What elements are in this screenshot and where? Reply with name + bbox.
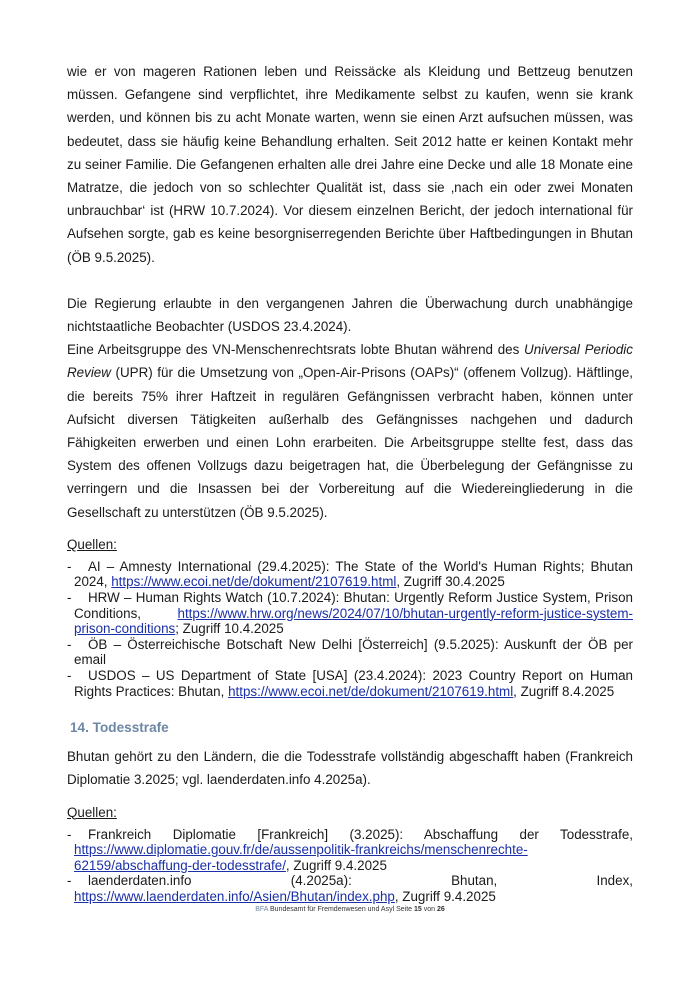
document-page: [67, 60, 633, 905]
access-date: , Zugriff 9.4.2025: [285, 857, 387, 873]
source-text: Frankreich Diplomatie [Frankreich] (3.2025): Abschaffung der Todesstrafe,: [88, 826, 633, 842]
sources-list: [67, 559, 633, 699]
source-link[interactable]: https://www.diplomatie.gouv.fr/de/aussenpolitik-frankreichs/menschenrechte-62159/abschaffung-der-todesstrafe/: [74, 842, 528, 873]
access-date: , Zugriff 30.4.2025: [396, 574, 505, 590]
source-item: - HRW – Human Rights Watch (10.7.2024): Bhutan: Urgently Reform Justice System, Prison Conditions, https://www.hrw.org/news/2024/07/10/bhutan-urgently-reform-justice-system-prison-conditions; Zugriff 10.4.2025: [67, 590, 633, 637]
source-text: AI – Amnesty International (29.4.2025): The State of the World's Human Rights; Bhutan 2024,: [74, 558, 633, 590]
source-link[interactable]: https://www.hrw.org/news/2024/07/10/bhutan-urgently-reform-justice-system-prison-conditions: [74, 605, 633, 637]
text: Eine Arbeitsgruppe des VN-Menschenrechtsrats lobte Bhutan während des: [67, 342, 525, 358]
source-text: USDOS – US Department of State [USA] (23.4.2024): 2023 Country Report on Human Rights Practices: Bhutan,: [74, 668, 633, 699]
sources-list: [67, 827, 633, 905]
paragraph-upr: [67, 338, 633, 524]
access-date: ; Zugriff 10.4.2025: [175, 621, 284, 637]
source-item: - ÖB – Österreichische Botschaft New Delhi [Österreich] (9.5.2025): Auskunft der ÖB per email: [67, 636, 633, 668]
text: (UPR) für die Umsetzung von „Open-Air-Prisons (OAPs)“ (offenem Vollzug). Häftlinge, die bereits 75% ihrer Haftzeit in regulären Gefängnissen verbracht haben, können unter Aufsicht diversen Tätigkeiten außerhalb des Gefängnisses nachgehen und dadurch Fähigkeiten erwerben und einen Lohn erarbeiten. Die Arbeitsgruppe stellte fest, dass das System des offenen Vollzugs dazu beigetragen hat, die Überbelegung der Gefängnisse zu verringern und die Insassen bei der Vorbereitung auf die Wiedereingliederung in die Gesellschaft zu unterstützen (ÖB 9.5.2025).: [67, 365, 633, 520]
access-date: , Zugriff 8.4.2025: [513, 683, 615, 699]
source-item: - laenderdaten.info (4.2025a): Bhutan, Index, https://www.laenderdaten.info/Asien/Bhutan/index.php, Zugriff 9.4.2025: [67, 873, 633, 904]
source-link[interactable]: https://www.ecoi.net/de/dokument/2107619.html: [111, 574, 397, 590]
page-total: 26: [436, 906, 445, 913]
sources-heading: Quellen:: [67, 804, 117, 820]
page-footer: [0, 906, 700, 913]
page-number: 15: [413, 906, 422, 913]
source-item: - AI – Amnesty International (29.4.2025): The State of the World's Human Rights; Bhutan 2024, https://www.ecoi.net/de/dokument/2107619.html, Zugriff 30.4.2025: [67, 558, 633, 590]
bfa-logo: BFA: [255, 906, 269, 913]
source-text: laenderdaten.info (4.2025a): Bhutan, Index,: [88, 873, 633, 889]
italic-term: Universal Periodic Review: [67, 342, 633, 381]
source-text: HRW – Human Rights Watch (10.7.2024): Bhutan: Urgently Reform Justice System, Prison Conditions,: [74, 590, 633, 621]
sources-heading: Quellen:: [67, 536, 117, 552]
source-item: - USDOS – US Department of State [USA] (23.4.2024): 2023 Country Report on Human Rights Practices: Bhutan, https://www.ecoi.net/de/dokument/2107619.html, Zugriff 8.4.2025: [67, 668, 633, 699]
paragraph-monitoring: Die Regierung erlaubte in den vergangenen Jahren die Überwachung durch unabhängige nichtstaatliche Beobachter (USDOS 23.4.2024).: [67, 295, 633, 335]
source-item: - Frankreich Diplomatie [Frankreich] (3.2025): Abschaffung der Todesstrafe, https://www.diplomatie.gouv.fr/de/aussenpolitik-frankreichs/menschenrechte-62159/abschaffung-der-todesstrafe/, Zugriff 9.4.2025: [67, 826, 633, 873]
footer-of: von: [421, 906, 437, 913]
paragraph-death-penalty: Bhutan gehört zu den Ländern, die die Todesstrafe vollständig abgeschafft haben (Frankreich Diplomatie 3.2025; vgl. laenderdaten.info 4.2025a).: [67, 749, 633, 788]
access-date: , Zugriff 9.4.2025: [394, 888, 496, 904]
source-text: ÖB – Österreichische Botschaft New Delhi [Österreich] (9.5.2025): Auskunft der ÖB per email: [74, 636, 633, 668]
paragraph-prison-conditions: wie er von mageren Rationen leben und Reissäcke als Kleidung und Bettzeug benutzen müssen. Gefangene sind verpflichtet, ihre Medikamente selbst zu kaufen, wenn sie krank werden, und können bis zu acht Monate warten, wenn sie einen Arzt aufsuchen müssen, was bedeutet, dass sie häufig keine Behandlung erhalten. Seit 2012 hatte er keinen Kontakt mehr zu seiner Familie. Die Gefangenen erhalten alle drei Jahre eine Decke und alle 18 Monate eine Matratze, die jedoch von so schlechter Qualität ist, dass sie ‚nach ein oder zwei Monaten unbrauchbar‘ ist (HRW 10.7.2024). Vor diesem einzelnen Bericht, der jedoch international für Aufsehen sorgte, gab es keine besorgniserregenden Berichte über Haftbedingungen in Bhutan (ÖB 9.5.2025).: [67, 64, 633, 265]
footer-text: Bundesamt für Fremdenwesen und Asyl Seite: [268, 906, 414, 913]
source-link[interactable]: https://www.ecoi.net/de/dokument/2107619.html: [228, 683, 514, 699]
section-heading: 14. Todesstrafe: [70, 720, 169, 736]
source-link[interactable]: https://www.laenderdaten.info/Asien/Bhutan/index.php: [74, 888, 395, 904]
